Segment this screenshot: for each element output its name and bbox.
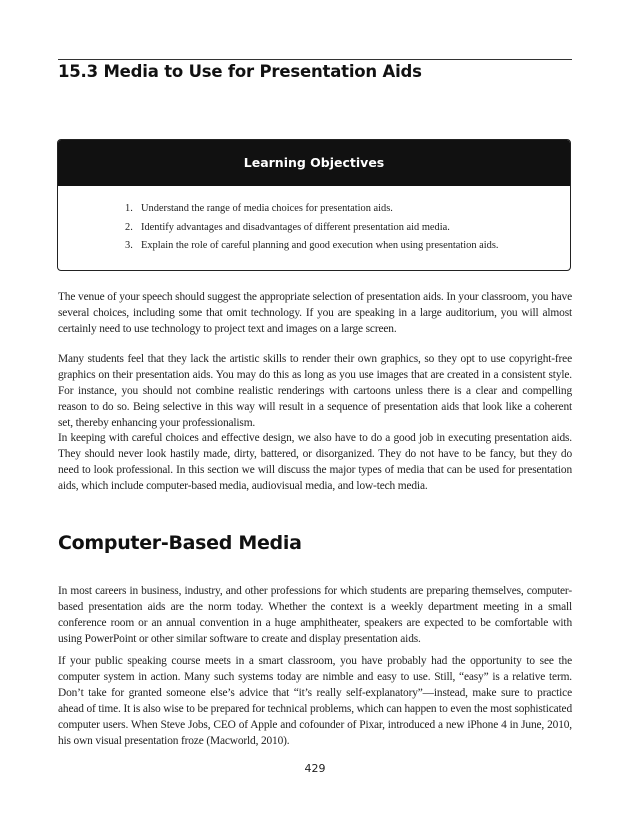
top-rule — [58, 59, 572, 60]
learning-objectives-box — [57, 139, 571, 271]
intro-paragraph-3: In keeping with careful choices and effective design, we also have to do a good job in executing presentation aids. They should never look hastily made, dirty, battered, or disorganized. They do not have to be fancy, but they do need to look professional. In this section we will discuss the major types of media that can be used for presentation aids, which include computer-based media, audiovisual media, and low-tech media. — [58, 432, 572, 492]
page-number: 429 — [304, 762, 326, 775]
body-paragraph-1: In most careers in business, industry, and other professions for which students are preparing themselves, computer-based presentation aids are the norm today. Whether the context is a weekly department meeting in a small conference room or an annual convention in a huge amphitheater, speakers are expected to be comfortable with using PowerPoint or other similar software to create and display presentation aids. — [58, 585, 572, 645]
objective-item: 3. Explain the role of careful planning and good execution when using presentation aids. — [125, 240, 499, 251]
learning-objectives-list — [58, 200, 570, 256]
learning-objectives-header: Learning Objectives — [58, 140, 570, 186]
objective-item: 1. Understand the range of media choices for presentation aids. — [125, 203, 393, 214]
section-title: 15.3 Media to Use for Presentation Aids — [58, 62, 422, 81]
intro-paragraph-2: Many students feel that they lack the artistic skills to render their own graphics, so they opt to use copyright-free graphics on their presentation aids. You may do this as long as you use images that are created in a consistent style. For instance, you should not combine realistic renderings with cartoons unless there is a clear and compelling reason to do so. Being selective in this way will result in a sequence of presentation aids that look like a coherent set, thereby enhancing your professionalism. — [58, 353, 572, 429]
objective-item: 2. Identify advantages and disadvantages of different presentation aid media. — [125, 221, 450, 233]
subsection-heading: Computer-Based Media — [58, 532, 302, 554]
intro-paragraph-1: The venue of your speech should suggest the appropriate selection of presentation aids. In your classroom, you have several choices, including some that omit technology. If you are speaking in a large auditorium, you will almost certainly need to use technology to project text and images on a large screen. — [58, 291, 572, 335]
body-paragraph-2: If your public speaking course meets in a smart classroom, you have probably had the opportunity to see the computer system in action. Many such systems today are nimble and easy to use. Still, “easy” is a relative term. Don’t take for granted someone else’s advice that “it’s really self-explanatory”—instead, make sure to practice ahead of time. It is also wise to be prepared for technical problems, which can happen to even the most sophisticated computer users. When Steve Jobs, CEO of Apple and cofounder of Pixar, introduced a new iPhone 4 in June, 2010, his own visual presentation froze (Macworld, 2010). — [58, 655, 572, 747]
